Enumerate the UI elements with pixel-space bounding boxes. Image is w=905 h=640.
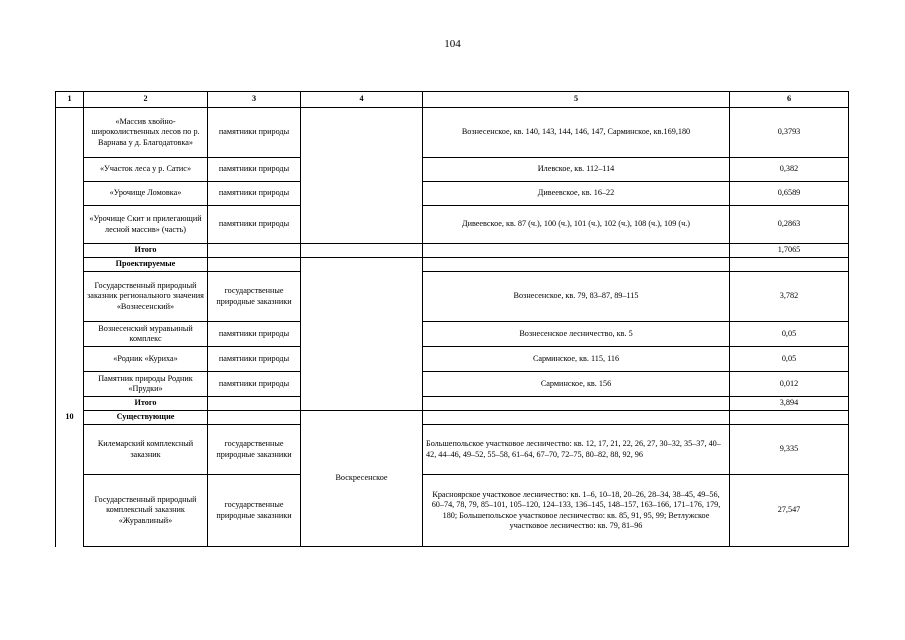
section-row — [56, 258, 849, 272]
category-cell: государственные природные заказники — [208, 475, 301, 547]
table-row — [56, 272, 849, 322]
header-cell: 6 — [730, 92, 849, 108]
area-cell: 0,382 — [730, 158, 849, 182]
header-cell: 3 — [208, 92, 301, 108]
location-cell — [423, 244, 730, 258]
category-cell: памятники природы — [208, 108, 301, 158]
header-cell: 2 — [84, 92, 208, 108]
table-row — [56, 182, 849, 206]
district-cell — [301, 108, 423, 244]
area-cell: 0,2863 — [730, 206, 849, 244]
location-cell: Большепольское участковое лесничество: кв. 12, 17, 21, 22, 26, 27, 30–32, 35–37, 40–42, 44–46, 49–52, 55–58, 61–64, 67–70, 72–75, 80–82, 88, 92, 96 — [423, 425, 730, 475]
category-cell — [208, 258, 301, 272]
location-cell: Дивеевское, кв. 16–22 — [423, 182, 730, 206]
location-cell: Дивеевское, кв. 87 (ч.), 100 (ч.), 101 (ч.), 102 (ч.), 108 (ч.), 109 (ч.) — [423, 206, 730, 244]
area-cell: 0,012 — [730, 372, 849, 397]
area-cell: 1,7065 — [730, 244, 849, 258]
section-row — [56, 411, 849, 425]
district-cell — [301, 258, 423, 411]
number-cell — [56, 108, 84, 411]
name-cell: Итого — [84, 244, 208, 258]
name-cell: Существующие — [84, 411, 208, 425]
area-cell: 3,894 — [730, 397, 849, 411]
name-cell: «Участок леса у р. Сатис» — [84, 158, 208, 182]
name-cell: «Родник «Куриха» — [84, 347, 208, 372]
area-cell — [730, 411, 849, 425]
name-cell: Памятник природы Родник «Прудки» — [84, 372, 208, 397]
subtotal-row — [56, 397, 849, 411]
name-cell: Итого — [84, 397, 208, 411]
table-row — [56, 372, 849, 397]
table-row — [56, 475, 849, 547]
page-number: 104 — [444, 38, 461, 50]
category-cell: памятники природы — [208, 182, 301, 206]
category-cell: государственные природные заказники — [208, 272, 301, 322]
category-cell — [208, 411, 301, 425]
category-cell: памятники природы — [208, 158, 301, 182]
location-cell: Сарминское, кв. 156 — [423, 372, 730, 397]
name-cell: Вознесенский муравьиный комплекс — [84, 322, 208, 347]
area-cell — [730, 258, 849, 272]
name-cell: Государственный природный комплексный заказник «Журавлиный» — [84, 475, 208, 547]
name-cell: «Урочище Скит и прилегающий лесной массив» (часть) — [84, 206, 208, 244]
area-cell: 27,547 — [730, 475, 849, 547]
table-row — [56, 425, 849, 475]
area-cell: 0,05 — [730, 347, 849, 372]
protected-areas-table — [55, 91, 849, 547]
district-cell — [301, 244, 423, 258]
name-cell: Государственный природный заказник регионального значения «Вознесенский» — [84, 272, 208, 322]
subtotal-row — [56, 244, 849, 258]
category-cell: памятники природы — [208, 322, 301, 347]
area-cell: 0,05 — [730, 322, 849, 347]
table-header-row — [56, 92, 849, 108]
category-cell: памятники природы — [208, 372, 301, 397]
number-cell: 10 — [56, 411, 84, 547]
name-cell: «Урочище Ломовка» — [84, 182, 208, 206]
category-cell — [208, 244, 301, 258]
location-cell — [423, 397, 730, 411]
location-cell: Вознесенское, кв. 79, 83–87, 89–115 — [423, 272, 730, 322]
area-cell: 9,335 — [730, 425, 849, 475]
category-cell — [208, 397, 301, 411]
category-cell: памятники природы — [208, 206, 301, 244]
location-cell: Илевское, кв. 112–114 — [423, 158, 730, 182]
location-cell — [423, 411, 730, 425]
header-cell: 1 — [56, 92, 84, 108]
name-cell: «Массив хвойно-широколиственных лесов по р. Варнава у д. Благодатовка» — [84, 108, 208, 158]
table-row — [56, 108, 849, 158]
table-row — [56, 347, 849, 372]
area-cell: 0,3793 — [730, 108, 849, 158]
header-cell: 4 — [301, 92, 423, 108]
location-cell: Сарминское, кв. 115, 116 — [423, 347, 730, 372]
area-cell: 0,6589 — [730, 182, 849, 206]
category-cell: памятники природы — [208, 347, 301, 372]
table-row — [56, 206, 849, 244]
name-cell: Проектируемые — [84, 258, 208, 272]
location-cell: Вознесенское лесничество, кв. 5 — [423, 322, 730, 347]
table-row — [56, 158, 849, 182]
name-cell: Килемарский комплексный заказник — [84, 425, 208, 475]
location-cell — [423, 258, 730, 272]
area-cell: 3,782 — [730, 272, 849, 322]
district-cell: Воскресенское — [301, 411, 423, 547]
header-cell: 5 — [423, 92, 730, 108]
table-row — [56, 322, 849, 347]
category-cell: государственные природные заказники — [208, 425, 301, 475]
location-cell: Вознесенское, кв. 140, 143, 144, 146, 147, Сарминское, кв.169,180 — [423, 108, 730, 158]
location-cell: Красноярское участковое лесничество: кв. 1–6, 10–18, 20–26, 28–34, 38–45, 49–56, 60–74, 78, 79, 85–101, 105–120, 124–133, 136–145, 148–157, 163–166, 171–176, 179, 180; Большепольское участковое лесничество: кв. 85, 91, 95, 99; Ветлужское участковое лесничество: кв. 79, 81–96 — [423, 475, 730, 547]
